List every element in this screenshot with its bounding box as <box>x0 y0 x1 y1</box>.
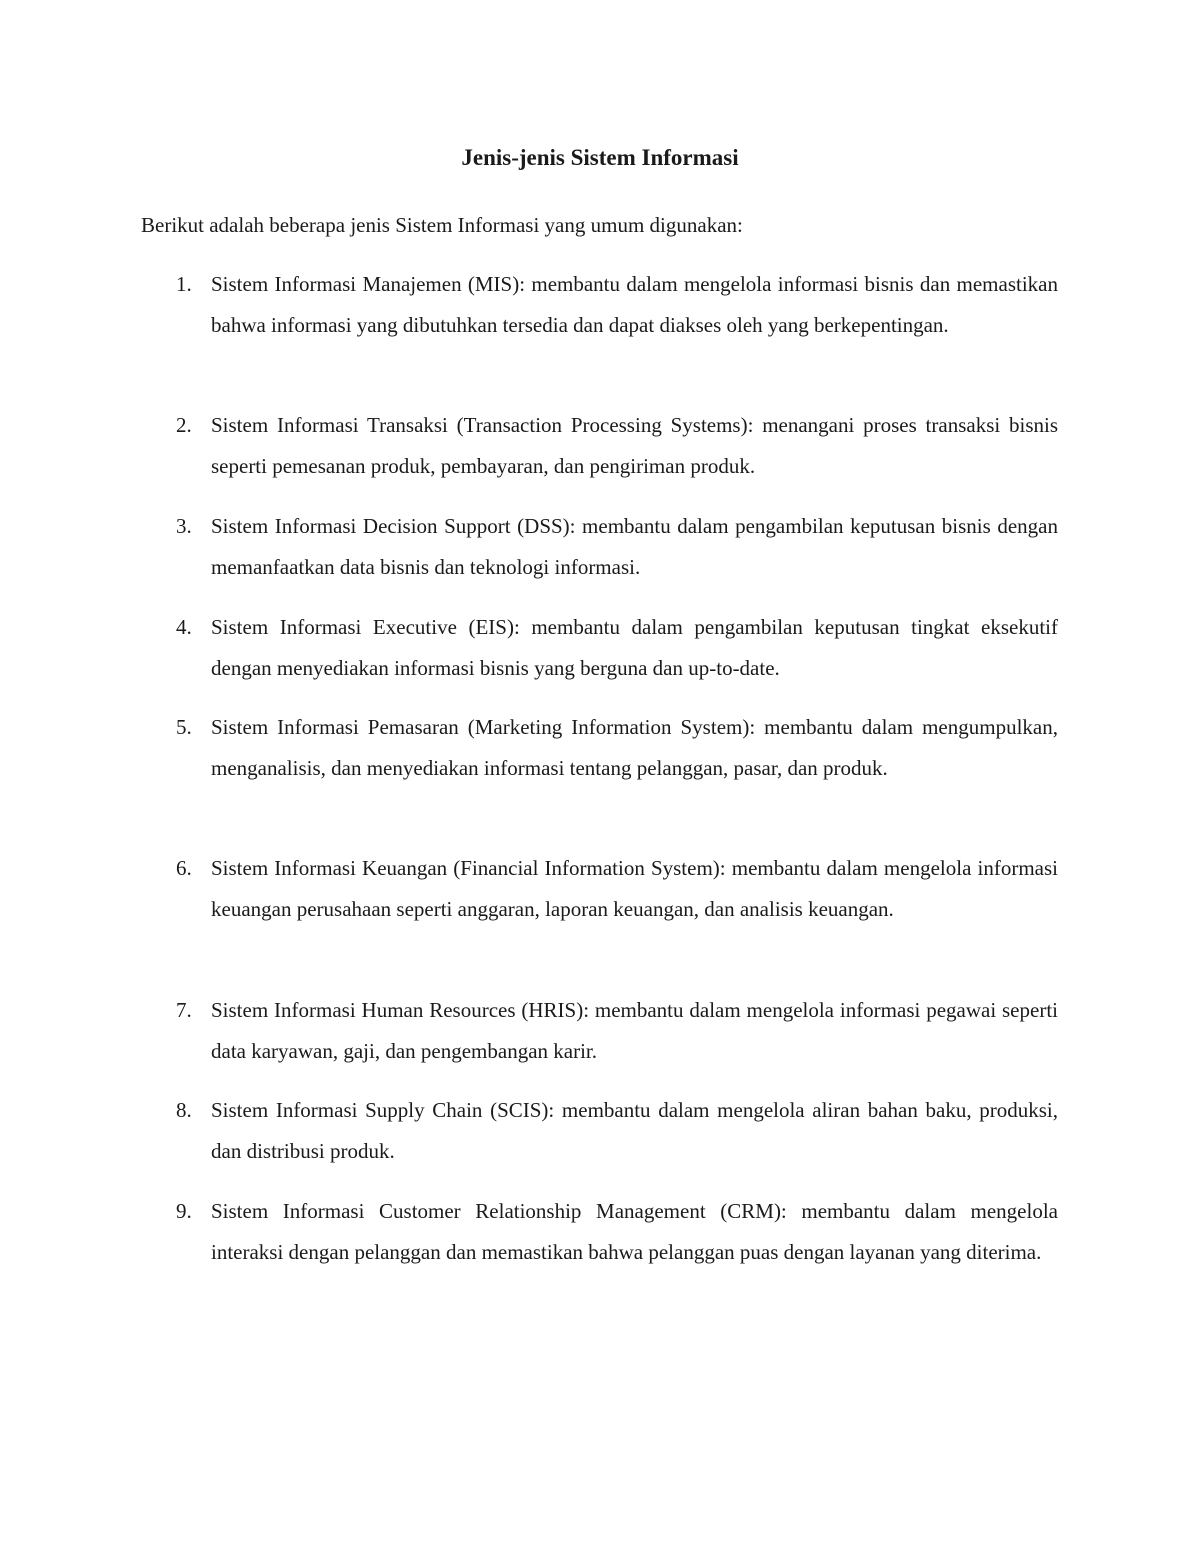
list-item-number: 4. <box>176 615 192 639</box>
list-item-text: Sistem Informasi Decision Support (DSS): membantu dalam pengambilan keputusan bisnis dengan memanfaatkan data bisnis dan teknologi informasi. <box>211 514 1058 579</box>
list-item-text: Sistem Informasi Executive (EIS): membantu dalam pengambilan keputusan tingkat eksekutif dengan menyediakan informasi bisnis yang berguna dan up-to-date. <box>211 615 1058 680</box>
list-item-number: 7. <box>176 998 192 1022</box>
list-item-number: 5. <box>176 715 192 739</box>
list-item-number: 3. <box>176 514 192 538</box>
list-item-text: Sistem Informasi Customer Relationship Management (CRM): membantu dalam mengelola interaksi dengan pelanggan dan memastikan bahwa pelanggan puas dengan layanan yang diterima. <box>211 1199 1058 1264</box>
list-item-text: Sistem Informasi Keuangan (Financial Information System): membantu dalam mengelola informasi keuangan perusahaan seperti anggaran, laporan keuangan, dan analisis keuangan. <box>211 856 1058 921</box>
list-item-number: 1. <box>176 272 192 296</box>
list-item-text: Sistem Informasi Pemasaran (Marketing Information System): membantu dalam mengumpulkan, menganalisis, dan menyediakan informasi tentang pelanggan, pasar, dan produk. <box>211 715 1058 780</box>
list-item-text: Sistem Informasi Supply Chain (SCIS): membantu dalam mengelola aliran bahan baku, produksi, dan distribusi produk. <box>211 1098 1058 1163</box>
list-item-number: 2. <box>176 413 192 437</box>
list-item-number: 9. <box>176 1199 192 1223</box>
document-title: Jenis-jenis Sistem Informasi <box>461 145 739 170</box>
list-item-text: Sistem Informasi Human Resources (HRIS): membantu dalam mengelola informasi pegawai seperti data karyawan, gaji, dan pengembangan karir. <box>211 998 1058 1063</box>
list-item-number: 8. <box>176 1098 192 1122</box>
list-item-number: 6. <box>176 856 192 880</box>
list-item-text: Sistem Informasi Transaksi (Transaction Processing Systems): menangani proses transaksi bisnis seperti pemesanan produk, pembayaran, dan pengiriman produk. <box>211 413 1058 478</box>
intro-paragraph: Berikut adalah beberapa jenis Sistem Informasi yang umum digunakan: <box>141 213 743 237</box>
list-item-text: Sistem Informasi Manajemen (MIS): membantu dalam mengelola informasi bisnis dan memastikan bahwa informasi yang dibutuhkan tersedia dan dapat diakses oleh yang berkepentingan. <box>211 272 1058 337</box>
